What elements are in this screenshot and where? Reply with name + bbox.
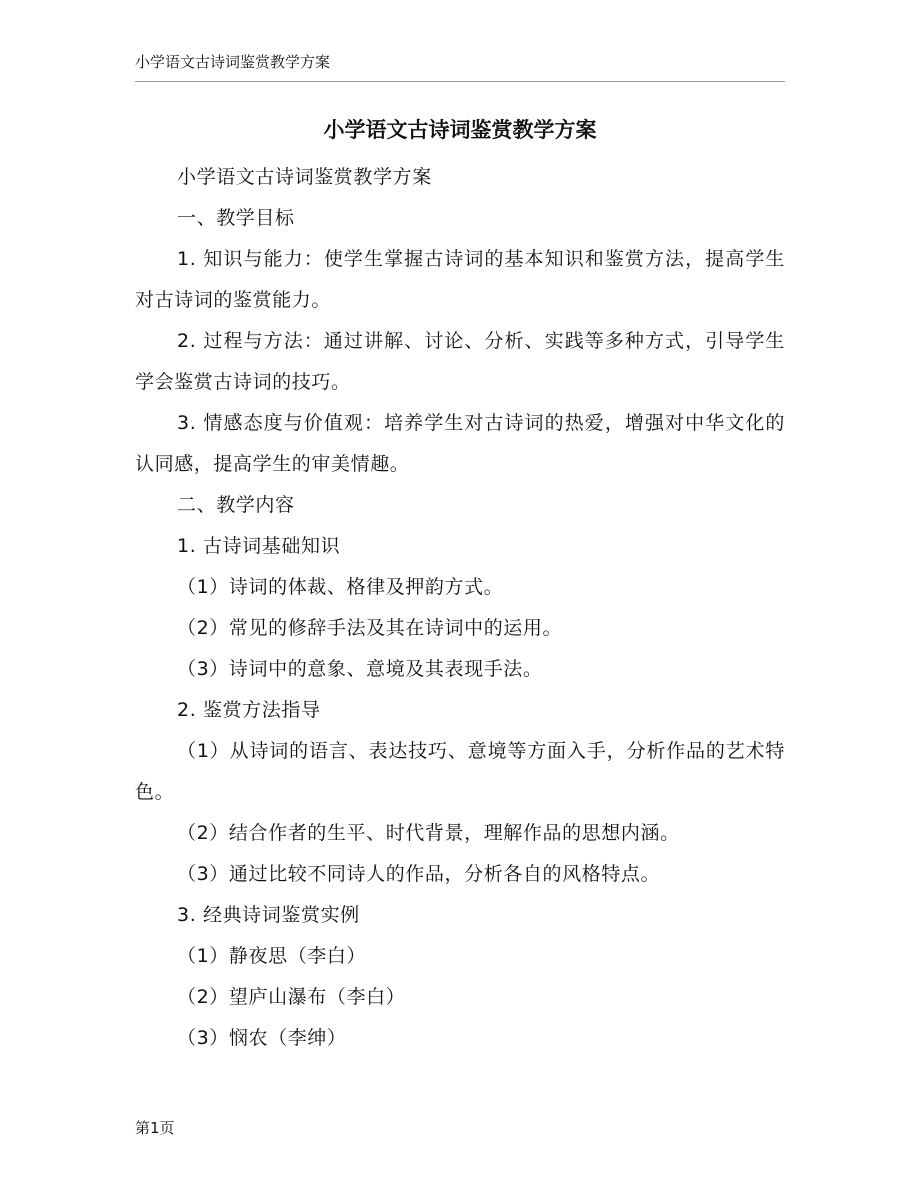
objective-item-1: 1. 知识与能力：使学生掌握古诗词的基本知识和鉴赏方法，提高学生对古诗词的鉴赏能力。 bbox=[135, 248, 785, 311]
list-item: （2）常见的修辞手法及其在诗词中的运用。 bbox=[177, 617, 563, 639]
section-heading-objectives: 一、教学目标 bbox=[177, 207, 295, 229]
list-item: （1）诗词的体裁、格律及押韵方式。 bbox=[177, 576, 504, 598]
running-header: 小学语文古诗词鉴赏教学方案 bbox=[135, 53, 331, 71]
content-subheading-1: 1. 古诗词基础知识 bbox=[177, 535, 341, 557]
list-item: （2）结合作者的生平、时代背景，理解作品的思想内涵。 bbox=[177, 822, 680, 844]
list-item: （3）通过比较不同诗人的作品，分析各自的风格特点。 bbox=[177, 863, 661, 885]
list-item: （3）悯农（李绅） bbox=[177, 1027, 347, 1049]
content-subheading-3: 3. 经典诗词鉴赏实例 bbox=[177, 904, 360, 926]
objective-item-3: 3. 情感态度与价值观：培养学生对古诗词的热爱，增强对中华文化的认同感，提高学生的审美情趣。 bbox=[135, 412, 785, 475]
list-item: （3）诗词中的意象、意境及其表现手法。 bbox=[177, 658, 543, 680]
section-heading-content: 二、教学内容 bbox=[177, 494, 295, 516]
list-item: （2）望庐山瀑布（李白） bbox=[177, 986, 406, 1008]
header-divider bbox=[135, 81, 785, 82]
document-title: 小学语文古诗词鉴赏教学方案 bbox=[323, 118, 597, 142]
page-number: 第1页 bbox=[135, 1119, 175, 1137]
list-item: （1）静夜思（李白） bbox=[177, 945, 367, 967]
document-body bbox=[135, 157, 785, 1059]
list-item: （1）从诗词的语言、表达技巧、意境等方面入手，分析作品的艺术特色。 bbox=[135, 740, 785, 803]
content-subheading-2: 2. 鉴赏方法指导 bbox=[177, 699, 321, 721]
subtitle-paragraph: 小学语文古诗词鉴赏教学方案 bbox=[177, 166, 432, 188]
objective-item-2: 2. 过程与方法：通过讲解、讨论、分析、实践等多种方式，引导学生学会鉴赏古诗词的技巧。 bbox=[135, 330, 785, 393]
